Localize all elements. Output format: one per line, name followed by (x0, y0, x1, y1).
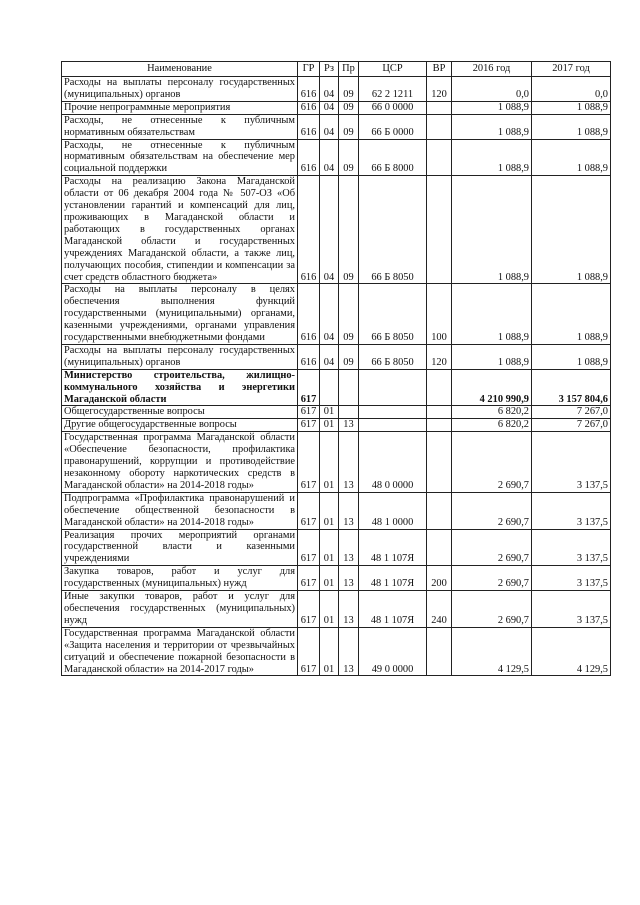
row-vr: 240 (427, 591, 452, 628)
row-gr: 616 (298, 284, 320, 345)
table-row (62, 139, 611, 176)
table-row (62, 492, 611, 529)
row-vr (427, 529, 452, 566)
row-amount-2016: 1 088,9 (452, 344, 532, 369)
row-csr: 66 Б 8000 (359, 139, 427, 176)
row-pr: 09 (339, 101, 359, 114)
row-name: Иные закупки товаров, работ и услуг для обеспечения государственных (муниципальных) нужд (62, 591, 298, 628)
row-csr: 48 1 107Я (359, 529, 427, 566)
row-amount-2016: 1 088,9 (452, 101, 532, 114)
row-pr: 09 (339, 77, 359, 102)
row-amount-2016: 1 088,9 (452, 139, 532, 176)
row-amount-2016: 4 129,5 (452, 627, 532, 676)
table-row (62, 627, 611, 676)
row-pr: 09 (339, 114, 359, 139)
row-name: Расходы на выплаты персоналу в целях обеспечения выполнения функций государственными (муниципальными) органами, казенными учреждениями, органами управления государственными внебюджетными фондами (62, 284, 298, 345)
table-row (62, 432, 611, 493)
table-row (62, 176, 611, 284)
row-gr: 617 (298, 432, 320, 493)
row-rz (320, 369, 339, 406)
header-rz: Рз (320, 62, 339, 77)
row-csr: 66 Б 8050 (359, 284, 427, 345)
header-name: Наименование (62, 62, 298, 77)
row-gr: 616 (298, 77, 320, 102)
row-vr: 120 (427, 344, 452, 369)
table-body (62, 77, 611, 676)
row-pr: 13 (339, 529, 359, 566)
row-name: Расходы, не отнесенные к публичным нормативным обязательствам на обеспечение мер социальной поддержки (62, 139, 298, 176)
row-pr: 09 (339, 344, 359, 369)
table-row (62, 566, 611, 591)
row-rz: 04 (320, 139, 339, 176)
budget-table (61, 61, 611, 676)
row-amount-2016: 4 210 990,9 (452, 369, 532, 406)
row-csr: 48 1 107Я (359, 566, 427, 591)
table-row (62, 114, 611, 139)
row-rz: 01 (320, 406, 339, 419)
row-amount-2017: 1 088,9 (532, 114, 611, 139)
row-amount-2017: 1 088,9 (532, 101, 611, 114)
row-csr (359, 369, 427, 406)
row-gr: 616 (298, 114, 320, 139)
row-amount-2016: 1 088,9 (452, 284, 532, 345)
row-name: Общегосударственные вопросы (62, 406, 298, 419)
row-pr (339, 369, 359, 406)
row-vr (427, 176, 452, 284)
row-gr: 617 (298, 591, 320, 628)
row-vr: 100 (427, 284, 452, 345)
row-rz: 04 (320, 114, 339, 139)
row-gr: 616 (298, 344, 320, 369)
row-amount-2017: 1 088,9 (532, 344, 611, 369)
row-amount-2017: 3 137,5 (532, 566, 611, 591)
row-amount-2016: 6 820,2 (452, 419, 532, 432)
table-row (62, 101, 611, 114)
row-name: Подпрограмма «Профилактика правонарушений и обеспечение общественной безопасности в Магаданской области» на 2014-2018 годы» (62, 492, 298, 529)
row-gr: 617 (298, 529, 320, 566)
row-name: Государственная программа Магаданской области «Защита населения и территории от чрезвычайных ситуаций и обеспечение пожарной безопасности в Магаданской области» на 2014-2017 годы» (62, 627, 298, 676)
row-amount-2016: 2 690,7 (452, 432, 532, 493)
table-row (62, 419, 611, 432)
row-amount-2017: 7 267,0 (532, 419, 611, 432)
row-csr: 48 1 107Я (359, 591, 427, 628)
row-amount-2017: 3 137,5 (532, 529, 611, 566)
row-vr (427, 101, 452, 114)
row-csr: 66 Б 0000 (359, 114, 427, 139)
row-rz: 04 (320, 284, 339, 345)
row-gr: 617 (298, 369, 320, 406)
row-gr: 616 (298, 139, 320, 176)
document-page (61, 61, 610, 676)
row-amount-2016: 2 690,7 (452, 529, 532, 566)
row-name: Прочие непрограммные мероприятия (62, 101, 298, 114)
row-csr: 49 0 0000 (359, 627, 427, 676)
row-rz: 04 (320, 176, 339, 284)
row-pr: 09 (339, 176, 359, 284)
header-pr: Пр (339, 62, 359, 77)
row-amount-2017: 3 137,5 (532, 492, 611, 529)
row-rz: 01 (320, 432, 339, 493)
row-name: Расходы на реализацию Закона Магаданской области от 06 декабря 2004 года № 507-ОЗ «Об установлении гарантий и компенсаций для лиц, проживающих в Магаданской области и работающих в государственных органах Магаданской области и государственных учреждениях Магаданской области, а также лиц, получающих пособия, стипендии и компенсации за счет средств областного бюджета» (62, 176, 298, 284)
row-gr: 617 (298, 566, 320, 591)
row-gr: 616 (298, 176, 320, 284)
row-csr: 66 Б 8050 (359, 344, 427, 369)
header-vr: ВР (427, 62, 452, 77)
table-row (62, 369, 611, 406)
row-pr (339, 406, 359, 419)
row-rz: 01 (320, 591, 339, 628)
row-amount-2016: 2 690,7 (452, 591, 532, 628)
row-amount-2017: 1 088,9 (532, 284, 611, 345)
row-vr: 200 (427, 566, 452, 591)
row-csr: 48 0 0000 (359, 432, 427, 493)
row-pr: 13 (339, 566, 359, 591)
row-rz: 01 (320, 566, 339, 591)
row-amount-2016: 2 690,7 (452, 492, 532, 529)
row-vr (427, 627, 452, 676)
row-name: Другие общегосударственные вопросы (62, 419, 298, 432)
row-name: Расходы на выплаты персоналу государственных (муниципальных) органов (62, 344, 298, 369)
row-csr: 48 1 0000 (359, 492, 427, 529)
row-amount-2017: 1 088,9 (532, 176, 611, 284)
row-rz: 04 (320, 101, 339, 114)
row-vr (427, 492, 452, 529)
row-name: Государственная программа Магаданской области «Обеспечение безопасности, профилактика правонарушений, коррупции и противодействие незаконному обороту наркотических средств в Магаданской области» на 2014-2018 годы» (62, 432, 298, 493)
row-amount-2017: 7 267,0 (532, 406, 611, 419)
header-csr: ЦСР (359, 62, 427, 77)
row-pr: 13 (339, 432, 359, 493)
row-amount-2016: 1 088,9 (452, 176, 532, 284)
table-header-row (62, 62, 611, 77)
row-pr: 09 (339, 139, 359, 176)
row-rz: 01 (320, 627, 339, 676)
header-2016: 2016 год (452, 62, 532, 77)
row-rz: 01 (320, 419, 339, 432)
row-vr (427, 114, 452, 139)
row-vr (427, 419, 452, 432)
row-amount-2016: 1 088,9 (452, 114, 532, 139)
row-gr: 617 (298, 492, 320, 529)
row-amount-2016: 6 820,2 (452, 406, 532, 419)
row-vr (427, 432, 452, 493)
row-vr (427, 406, 452, 419)
row-name: Расходы, не отнесенные к публичным нормативным обязательствам (62, 114, 298, 139)
row-csr: 62 2 1211 (359, 77, 427, 102)
row-amount-2017: 0,0 (532, 77, 611, 102)
row-gr: 616 (298, 101, 320, 114)
row-gr: 617 (298, 406, 320, 419)
row-name: Реализация прочих мероприятий органами государственной власти и казенными учреждениями (62, 529, 298, 566)
row-amount-2017: 1 088,9 (532, 139, 611, 176)
table-row (62, 344, 611, 369)
row-rz: 01 (320, 492, 339, 529)
row-pr: 13 (339, 419, 359, 432)
row-pr: 13 (339, 492, 359, 529)
row-csr: 66 Б 8050 (359, 176, 427, 284)
header-2017: 2017 год (532, 62, 611, 77)
row-amount-2017: 4 129,5 (532, 627, 611, 676)
row-rz: 04 (320, 77, 339, 102)
table-row (62, 406, 611, 419)
table-row (62, 591, 611, 628)
header-gr: ГР (298, 62, 320, 77)
table-row (62, 529, 611, 566)
row-name: Министерство строительства, жилищно-коммунального хозяйства и энергетики Магаданской области (62, 369, 298, 406)
row-pr: 09 (339, 284, 359, 345)
row-amount-2016: 2 690,7 (452, 566, 532, 591)
row-amount-2017: 3 137,5 (532, 432, 611, 493)
row-vr (427, 139, 452, 176)
row-vr: 120 (427, 77, 452, 102)
table-row (62, 77, 611, 102)
row-amount-2017: 3 157 804,6 (532, 369, 611, 406)
row-csr (359, 406, 427, 419)
row-csr: 66 0 0000 (359, 101, 427, 114)
row-vr (427, 369, 452, 406)
row-rz: 04 (320, 344, 339, 369)
table-row (62, 284, 611, 345)
row-csr (359, 419, 427, 432)
row-pr: 13 (339, 591, 359, 628)
row-amount-2016: 0,0 (452, 77, 532, 102)
row-name: Закупка товаров, работ и услуг для государственных (муниципальных) нужд (62, 566, 298, 591)
row-gr: 617 (298, 419, 320, 432)
row-gr: 617 (298, 627, 320, 676)
row-pr: 13 (339, 627, 359, 676)
row-name: Расходы на выплаты персоналу государственных (муниципальных) органов (62, 77, 298, 102)
row-rz: 01 (320, 529, 339, 566)
row-amount-2017: 3 137,5 (532, 591, 611, 628)
